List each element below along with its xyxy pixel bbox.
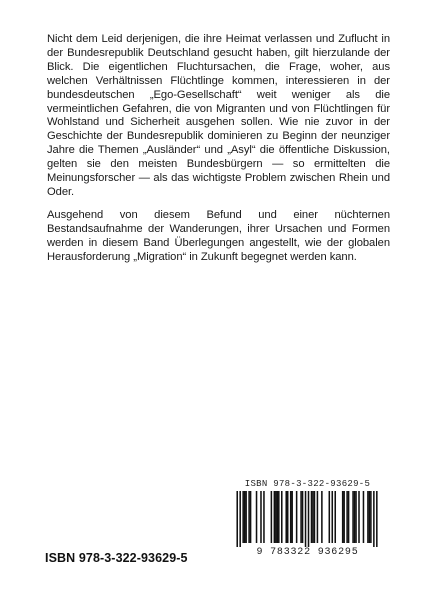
barcode-bar	[321, 491, 323, 543]
barcode-bar	[287, 491, 289, 543]
barcode-bar	[312, 491, 314, 543]
barcode-bar	[332, 491, 334, 543]
barcode-isbn-label: ISBN 978-3-322-93629-5	[244, 479, 371, 489]
barcode-bar	[245, 491, 247, 543]
barcode-bar	[354, 491, 356, 543]
barcode-bar	[263, 491, 265, 543]
barcode-bar	[300, 491, 302, 543]
barcode-bar	[275, 491, 277, 543]
barcode-bar	[285, 491, 287, 543]
blurb-text	[47, 33, 390, 274]
barcode-bar	[329, 491, 331, 543]
barcode-bar	[256, 491, 258, 543]
barcode	[226, 479, 389, 561]
barcode-bar	[342, 491, 344, 543]
barcode-bar	[314, 491, 316, 543]
barcode-bar	[311, 491, 313, 543]
barcode-bar	[369, 491, 371, 543]
barcode-bar	[274, 491, 276, 543]
blurb-paragraph-1: Nicht dem Leid derjenigen, die ihre Heimat verlassen und Zuflucht in der Bundesrepublik Deutschland gesucht haben, gilt hierzulande der Blick. Die eigentlichen Fluchtursachen, die Frage, woher, aus welchen Verhältnissen Flüchtlinge kommen, interessieren in der bundesdeutschen „Ego-Gesellschaft“ weit weniger als die vermeintlichen Gefahren, die von Migranten und von Flüchtlingen für Wohlstand und Sicherheit ausgehen sollen. Wie nie zuvor in der Geschichte der Bundesrepublik dominieren zu Beginn der neunziger Jahre die Themen „Ausländer“ und „Asyl“ die öffentliche Diskussion, gelten sie den meisten Bundesbürgern — so ermittelten die Meinungsforscher — als das wichtigste Problem zwischen Rhein und Oder.	[47, 33, 390, 198]
barcode-bar	[302, 491, 304, 543]
barcode-bar	[363, 491, 365, 543]
barcode-bar	[281, 491, 283, 543]
barcode-bar	[296, 491, 298, 543]
barcode-bar	[367, 491, 369, 543]
barcode-bar	[239, 491, 241, 547]
barcode-bar	[376, 491, 378, 547]
barcode-bar	[370, 491, 372, 543]
barcode-bar	[308, 491, 310, 547]
barcode-bar	[348, 491, 350, 543]
blurb-paragraph-2: Ausgehend von diesem Befund und einer nüchternen Bestandsaufnahme der Wanderungen, ihrer Ursachen und Formen werden in diesem Band Überlegungen angestellt, wie der globalen Herausforderung „Migration“ in Zukunft begegnet werden kann.	[47, 208, 390, 263]
barcode-bar	[355, 491, 357, 543]
barcode-bar	[352, 491, 354, 543]
barcode-bar	[260, 491, 262, 543]
isbn-number: ISBN 978-3-322-93629-5	[45, 551, 188, 565]
barcode-bar	[277, 491, 279, 543]
barcode-bar	[271, 491, 273, 543]
barcode-bar	[358, 491, 360, 543]
barcode-bar	[291, 491, 293, 543]
barcode-bars	[232, 491, 382, 547]
barcode-bar	[305, 491, 307, 547]
barcode-bar	[317, 491, 319, 543]
barcode-bar	[346, 491, 348, 543]
barcode-bar	[278, 491, 280, 543]
barcode-bar	[343, 491, 345, 543]
barcode-bar	[290, 491, 292, 543]
barcode-bar	[250, 491, 252, 543]
barcode-bar	[244, 491, 246, 543]
barcode-bar	[334, 491, 336, 543]
barcode-bar	[373, 491, 375, 547]
barcode-bar	[242, 491, 244, 543]
barcode-bar	[236, 491, 238, 547]
barcode-digits: 9 783322 936295	[256, 547, 359, 558]
barcode-bar	[248, 491, 250, 543]
